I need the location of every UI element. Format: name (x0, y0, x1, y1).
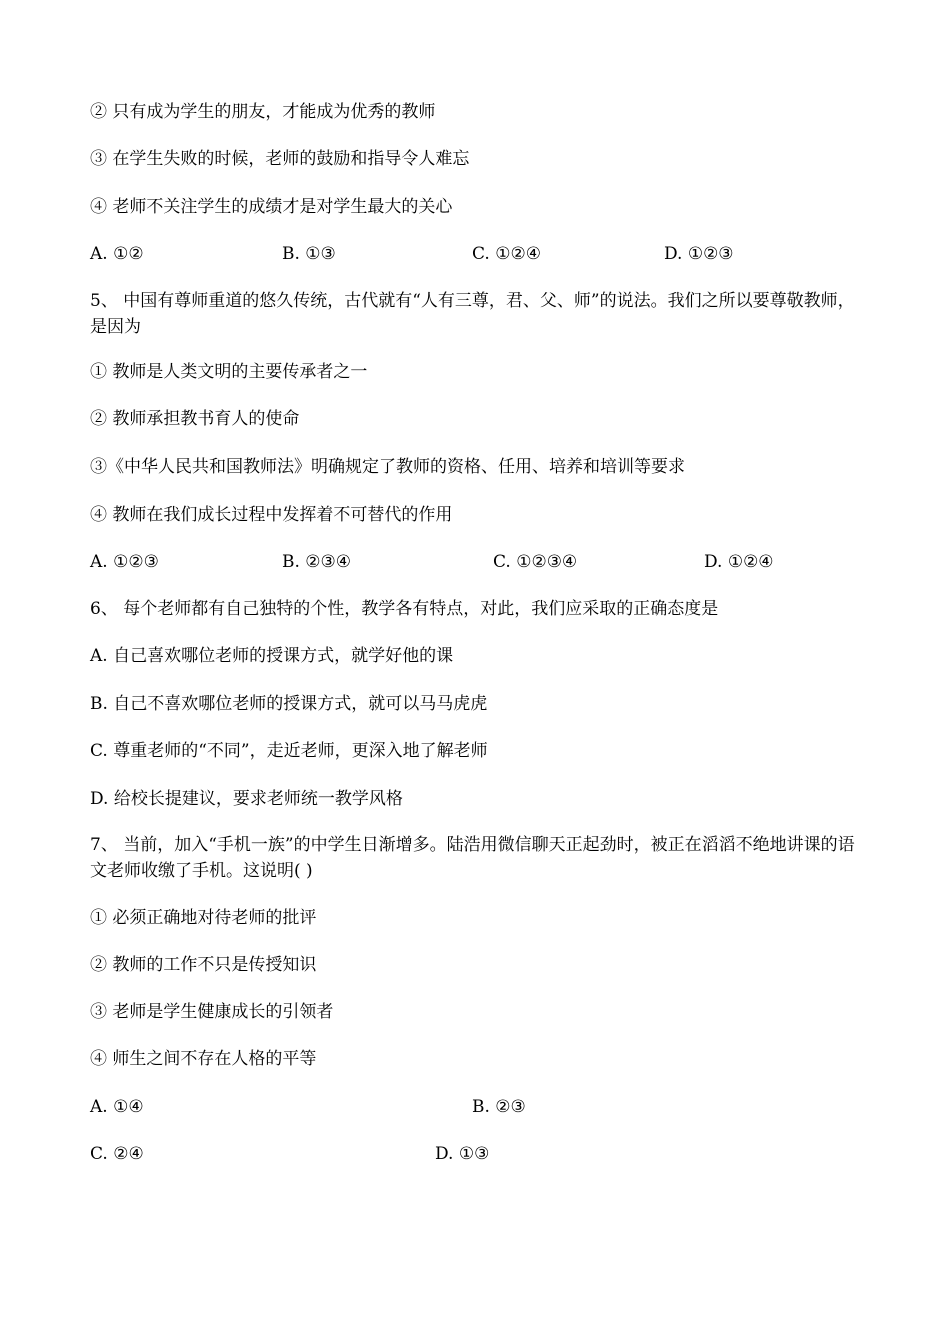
q6-option-a: A. 自己喜欢哪位老师的授课方式，就学好他的课 (90, 646, 454, 666)
q7-option-c: C. ②④ (90, 1144, 144, 1164)
q5-item-4: ④ 教师在我们成长过程中发挥着不可替代的作用 (90, 505, 453, 525)
q5-option-c: C. ①②③④ (493, 552, 578, 572)
q7-item-2: ② 教师的工作不只是传授知识 (90, 955, 317, 975)
q7-option-d: D. ①③ (435, 1144, 490, 1164)
q4-item-4: ④ 老师不关注学生的成绩才是对学生最大的关心 (90, 197, 453, 217)
q7-item-4: ④ 师生之间不存在人格的平等 (90, 1049, 317, 1069)
q4-item-2: ② 只有成为学生的朋友，才能成为优秀的教师 (90, 102, 436, 122)
q4-option-a: A. ①② (90, 244, 144, 264)
q4-option-c: C. ①②④ (472, 244, 541, 264)
q7-stem: 7、 当前，加入“手机一族”的中学生日渐增多。陆浩用微信聊天正起劲时，被正在滔滔不绝地讲课的语文老师收缴了手机。这说明( ) (90, 835, 855, 881)
q7-item-3: ③ 老师是学生健康成长的引领者 (90, 1002, 334, 1022)
q6-option-b: B. 自己不喜欢哪位老师的授课方式，就可以马马虎虎 (90, 694, 488, 714)
q6-option-c: C. 尊重老师的“不同”，走近老师，更深入地了解老师 (90, 741, 488, 761)
q5-stem: 5、 中国有尊师重道的悠久传统，古代就有“人有三尊，君、父、师”的说法。我们之所以要尊敬教师，是因为 (90, 291, 855, 337)
q6-stem: 6、 每个老师都有自己独特的个性，教学各有特点，对此，我们应采取的正确态度是 (90, 599, 719, 619)
q5-option-b: B. ②③④ (282, 552, 352, 572)
q6-option-d: D. 给校长提建议，要求老师统一教学风格 (90, 789, 403, 809)
q5-item-2: ② 教师承担教书育人的使命 (90, 409, 300, 429)
q4-option-b: B. ①③ (282, 244, 336, 264)
q4-option-d: D. ①②③ (664, 244, 734, 264)
q7-option-a: A. ①④ (90, 1097, 144, 1117)
q5-option-d: D. ①②④ (704, 552, 774, 572)
q5-item-1: ① 教师是人类文明的主要传承者之一 (90, 362, 368, 382)
q7-option-b: B. ②③ (472, 1097, 526, 1117)
q5-option-a: A. ①②③ (90, 552, 159, 572)
q5-item-3: ③《中华人民共和国教师法》明确规定了教师的资格、任用、培养和培训等要求 (90, 457, 685, 477)
q4-item-3: ③ 在学生失败的时候，老师的鼓励和指导令人难忘 (90, 149, 470, 169)
q7-item-1: ① 必须正确地对待老师的批评 (90, 908, 317, 928)
